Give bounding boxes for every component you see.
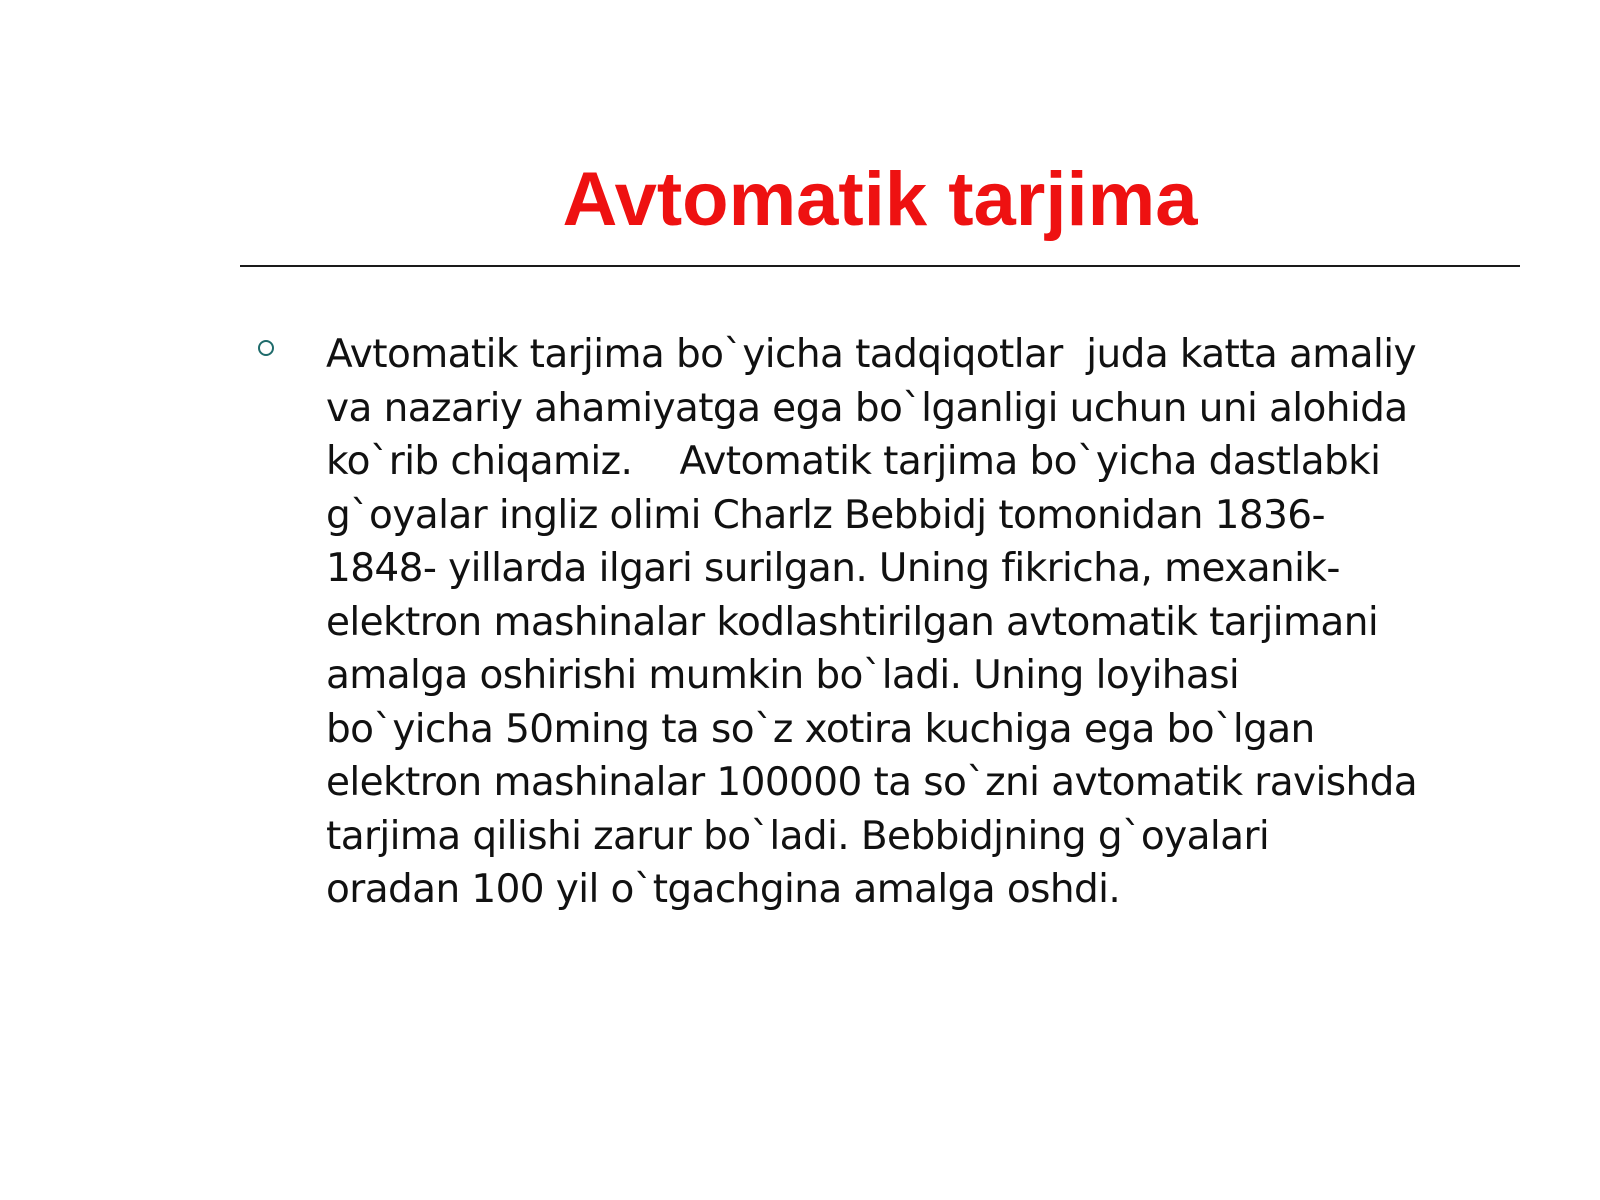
slide-title: Avtomatik tarjima	[562, 157, 1198, 242]
hollow-circle-bullet-icon	[258, 340, 274, 356]
bullet-item	[258, 328, 1520, 917]
title-divider	[240, 265, 1520, 267]
bullet-list	[258, 328, 1520, 917]
bullet-text: Avtomatik tarjima bo`yicha tadqiqotlar juda katta amaliy va nazariy ahamiyatga ega bo`lganligi uchun uni alohida ko`rib chiqamiz. Avtomatik tarjima bo`yicha dastlabki g`oyalar ingliz olimi Charlz Bebbidj tomonidan 1836- 1848- yillarda ilgari surilgan. Uning fikricha, mexanik- elektron mashinalar kodlashtirilgan avtomatik tarjimani amalga oshirishi mumkin bo`ladi. Uning loyihasi bo`yicha 50ming ta so`z xotira kuchiga ega bo`lgan elektron mashinalar 100000 ta so`zni avtomatik ravishda tarjima qilishi zarur bo`ladi. Bebbidjning g`oyalari oradan 100 yil o`tgachgina amalga oshdi.	[326, 332, 1418, 912]
